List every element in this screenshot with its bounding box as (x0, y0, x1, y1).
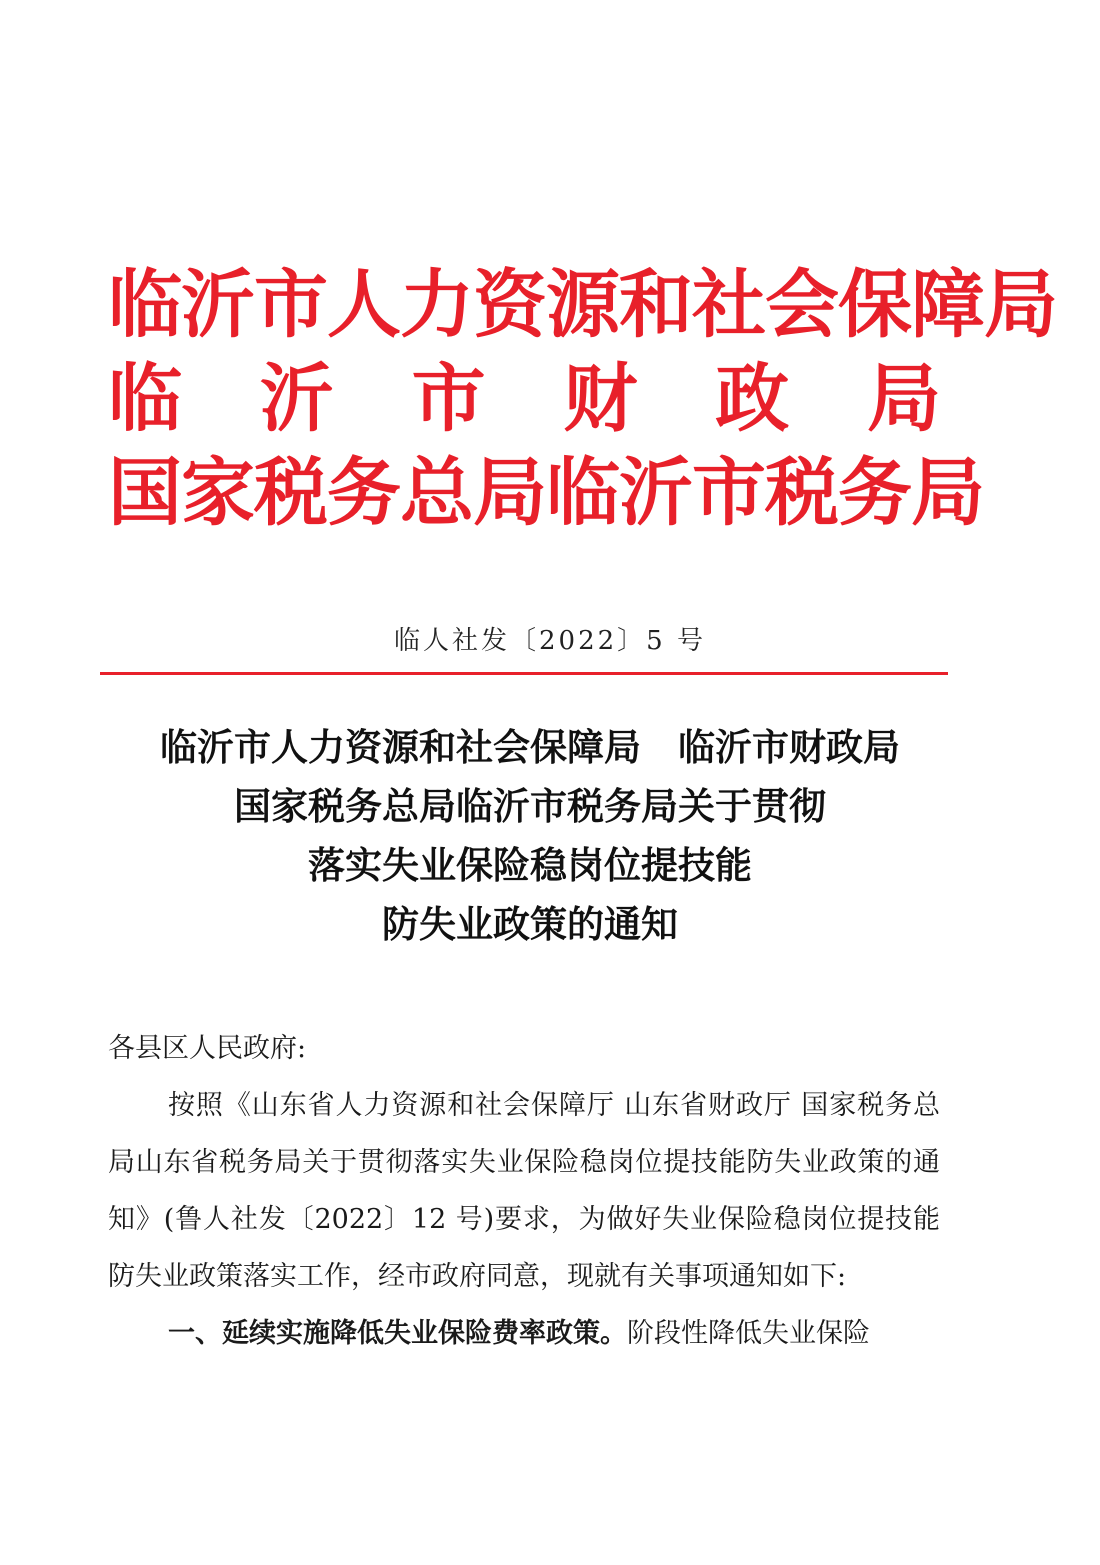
agency-line-3 (108, 446, 984, 540)
title-line-2: 国家税务总局临沂市税务局关于贯彻 (234, 784, 826, 828)
agency-char: 临 (108, 356, 181, 442)
agency-hrss: 临沂市人力资源和社会保障局 (108, 262, 1057, 348)
agency-char: 财 (563, 356, 637, 442)
issuing-agencies-header (108, 258, 1057, 540)
document-title (80, 718, 980, 954)
agency-line-1 (108, 258, 1057, 352)
title-line-4: 防失业政策的通知 (382, 902, 678, 946)
document-number: 临人社发〔2022〕5 号 (394, 626, 706, 656)
agency-char: 市 (411, 356, 485, 442)
paragraph-1: 按照《山东省人力资源和社会保障厅 山东省财政厅 国家税务总局山东省税务局关于贯彻落实失业保险稳岗位提技能防失业政策的通知》(鲁人社发〔2022〕12 号)要求，为做好失业保险稳岗位提技能防失业政策落实工作，经市政府同意，现就有关事项通知如下: (108, 1090, 940, 1292)
item-1 (108, 1305, 940, 1362)
title-line-3: 落实失业保险稳岗位提技能 (308, 843, 752, 887)
salutation: 各县区人民政府: (108, 1033, 307, 1064)
agency-line-2 (108, 352, 940, 446)
agency-char: 政 (715, 356, 789, 442)
agency-tax: 国家税务总局临沂市税务局 (108, 450, 984, 536)
item-1-text: 阶段性降低失业保险 (627, 1318, 870, 1349)
title-line-1: 临沂市人力资源和社会保障局 临沂市财政局 (160, 725, 900, 769)
document-body (108, 1020, 940, 1362)
agency-char: 沂 (259, 356, 333, 442)
item-1-heading: 一、延续实施降低失业保险费率政策。 (168, 1318, 627, 1349)
red-divider (100, 672, 948, 675)
agency-char: 局 (866, 356, 940, 442)
